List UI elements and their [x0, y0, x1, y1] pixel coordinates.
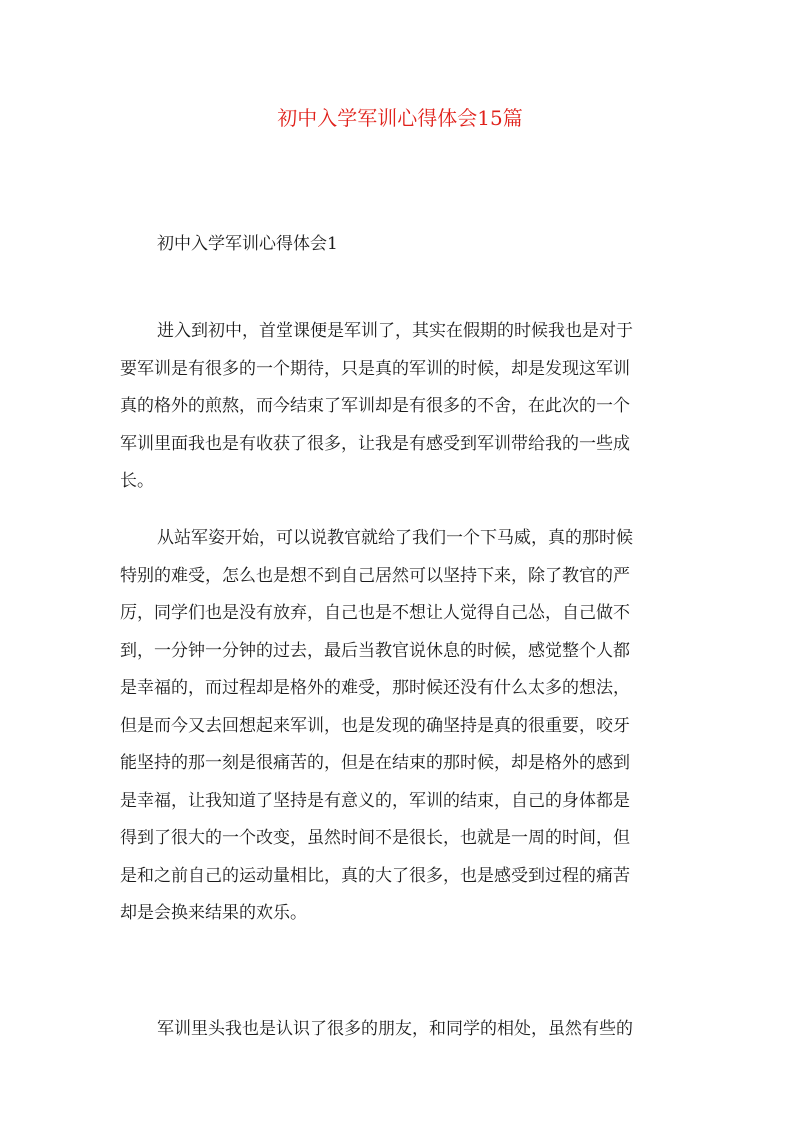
document-title: 初中入学军训心得体会15篇 [277, 106, 523, 130]
paragraph-line: 军训里面我也是有收获了很多，让我是有感受到军训带给我的一些成 [120, 433, 630, 454]
paragraph-line: 却是会换来结果的欢乐。 [120, 903, 307, 923]
paragraph-line: 进入到初中，首堂课便是军训了，其实在假期的时候我也是对于 [157, 321, 633, 341]
paragraph-line: 军训里头我也是认识了很多的朋友，和同学的相处，虽然有些的 [157, 1019, 633, 1039]
paragraph-line: 是和之前自己的运动量相比，真的大了很多，也是感受到过程的痛苦 [120, 865, 630, 886]
paragraph-line: 到，一分钟一分钟的过去，最后当教官说休息的时候，感觉整个人都 [120, 640, 630, 661]
paragraph-line: 长。 [120, 471, 154, 491]
paragraph-line: 但是而今又去回想起来军训，也是发现的确坚持是真的很重要，咬牙 [120, 715, 630, 736]
paragraph-line: 特别的难受，怎么也是想不到自己居然可以坚持下来，除了教官的严 [120, 565, 630, 586]
paragraph-line: 得到了很大的一个改变，虽然时间不是很长，也就是一周的时间，但 [120, 828, 630, 848]
paragraph-3 [120, 1011, 685, 1049]
section-heading: 初中入学军训心得体会1 [157, 234, 338, 254]
paragraph-2 [120, 520, 685, 933]
paragraph-line: 是幸福的，而过程却是格外的难受，那时候还没有什么太多的想法， [120, 678, 630, 698]
paragraph-1 [120, 313, 685, 501]
paragraph-line: 要军训是有很多的一个期待，只是真的军训的时候，却是发现这军训 [120, 358, 630, 379]
paragraph-line: 是幸福，让我知道了坚持是有意义的，军训的结束，自己的身体都是 [120, 790, 630, 811]
paragraph-line: 能坚持的那一刻是很痛苦的，但是在结束的那时候，却是格外的感到 [120, 753, 630, 773]
paragraph-line: 厉，同学们也是没有放弃，自己也是不想让人觉得自己怂，自己做不 [120, 603, 630, 623]
paragraph-line: 从站军姿开始，可以说教官就给了我们一个下马威，真的那时候 [157, 528, 633, 548]
paragraph-line: 真的格外的煎熬，而今结束了军训却是有很多的不舍，在此次的一个 [120, 396, 630, 416]
